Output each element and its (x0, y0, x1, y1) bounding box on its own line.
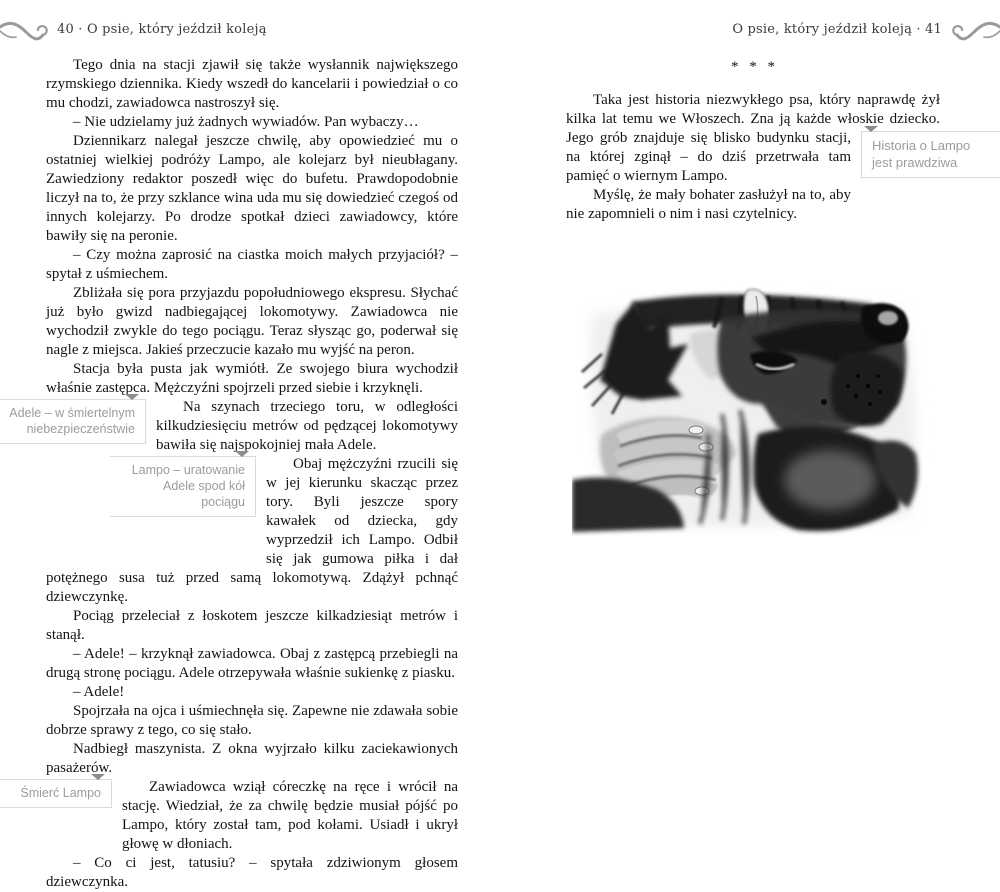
note-marker-icon (864, 126, 878, 132)
paragraph: – Czy można zaprosić na ciastka moich małych przyjaciół? – spytał z uśmiechem. (46, 247, 458, 282)
dog-illustration (572, 284, 936, 536)
running-header-right: O psie, który jeździł koleją · 41 (732, 22, 942, 37)
corner-flourish-right-icon (950, 18, 1000, 50)
paragraph-text: Zawiadowca wziął córeczkę na ręce i wrócił na stację. Wiedział, że za chwilę będzie musiał pójść po Lampo, który został tam, pod kołami. Usiadł i ukrył głowę w dłoniach. (122, 779, 458, 852)
page-right-text-column (566, 56, 971, 224)
margin-note-true-story (861, 131, 1000, 178)
paragraph-text: Na szynach trzeciego toru, w odległości kilkudziesięciu metrów od pędzącej lokomotywy bawiła się najspokojniej mała Adele. (156, 399, 458, 453)
paragraph: Dziennikarz nalegał jeszcze chwilę, aby opowiedzieć mu o ostatniej wielkiej podróży Lampo, ale kolejarz był nieubłagany. Zawiedziony redaktor poszedł więc do bufetu. Prawdopodobnie liczył na to, że przy szklance wina uda mu się dowiedzieć czegoś od innych kolejarzy. Po drodze spotkał dzieci zawiadowcy, które bawiły się na peronie. (46, 133, 458, 244)
margin-note-text: Śmierć Lampo (20, 786, 101, 800)
margin-note-text: Lampo – uratowanie Adele spod kół pociągu (131, 463, 245, 509)
margin-note-adele-danger (0, 399, 146, 444)
note-marker-icon (91, 774, 105, 780)
page-left-text-column (9, 56, 458, 892)
paragraph: – Adele! (73, 684, 125, 700)
margin-note-text: Adele – w śmiertelnym niebezpieczeństwie (9, 406, 135, 436)
paragraph: Stacja była pusta jak wymiótł. Ze swojego biura wychodził właśnie zastępca. Mężczyźni spojrzeli przed siebie i krzyknęli. (46, 361, 458, 396)
margin-note-lampo-death (0, 779, 112, 808)
paragraph (9, 398, 458, 455)
paragraph (566, 91, 971, 186)
paragraph: Nadbiegł maszynista. Z okna wyjrzało kilku zaciekawionych pasażerów. (46, 741, 458, 776)
paragraph: Tego dnia na stacji zjawił się także wysłannik największego rzymskiego dziennika. Kiedy wszedł do kancelarii i powiedział o co mu chodzi, zawiadowca nastroszył się. (46, 57, 458, 111)
paragraph: – Nie udzielamy już żadnych wywiadów. Pan wybaczy… (73, 114, 419, 130)
note-marker-icon (235, 451, 249, 457)
paragraph-text: znajduje się blisko budynku stacji, na której zginął – do dziś przetrwała tam pamięć o wiernym Lampo. (566, 130, 851, 184)
paragraph: – Co ci jest, tatusiu? – spytała zdziwionym głosem dziewczynka. (46, 855, 458, 890)
paragraph: Spojrzała na ojca i uśmiechnęła się. Zapewne nie zdawała sobie dobrze sprawy z tego, co się stało. (46, 703, 458, 738)
section-separator: * * * (731, 59, 775, 75)
paragraph: Myślę, że mały bohater zasłużył na to, aby nie zapomnieli o nim i nasi czytelnicy. (566, 187, 851, 222)
paragraph: Pociąg przeleciał z łoskotem jeszcze kilkadziesiąt metrów i stanął. (46, 608, 458, 643)
margin-note-text: Historia o Lampo jest prawdziwa (872, 138, 971, 170)
corner-flourish-left-icon (0, 18, 50, 50)
paragraph-text: Obaj mężczyźni rzucili się w jej kierunku skacząc przez tory. Byli jeszcze spory kawałek od dziecka, gdy wyprzedził ich Lampo. Odbił się jak gumowa piłka i dał potężnego susa tuż przed samą lokomotywą. Zdążył pchnąć dziewczynkę. (46, 456, 458, 605)
margin-note-lampo-rescue (110, 456, 256, 517)
paragraph: – Adele! – krzyknął zawiadowca. Obaj z zastępcą przebiegli na drugą stronę pociągu. Adele otrzepywała właśnie sukienkę z piasku. (46, 646, 458, 681)
note-marker-icon (125, 394, 139, 400)
paragraph: Zbliżała się pora przyjazdu popołudniowego ekspresu. Słychać już było gwizd nadbiegającej lokomotywy. Zawiadowca nie wychodził zwykle do tego pociągu. Teraz słysząc go, poderwał się nagle z miejsca. Jakieś przeczucie kazało mu wyjść na peron. (46, 285, 458, 358)
paragraph (46, 455, 458, 607)
running-header-left: 40 · O psie, który jeździł koleją (57, 22, 267, 37)
paragraph-text: Taka jest historia niezwykłego psa, który naprawdę żył kilka lat temu we Włoszech. Zna ją każde włoskie dziecko. Jego grób (566, 92, 940, 146)
dog-watercolor-icon (572, 284, 936, 536)
paragraph (20, 778, 458, 854)
